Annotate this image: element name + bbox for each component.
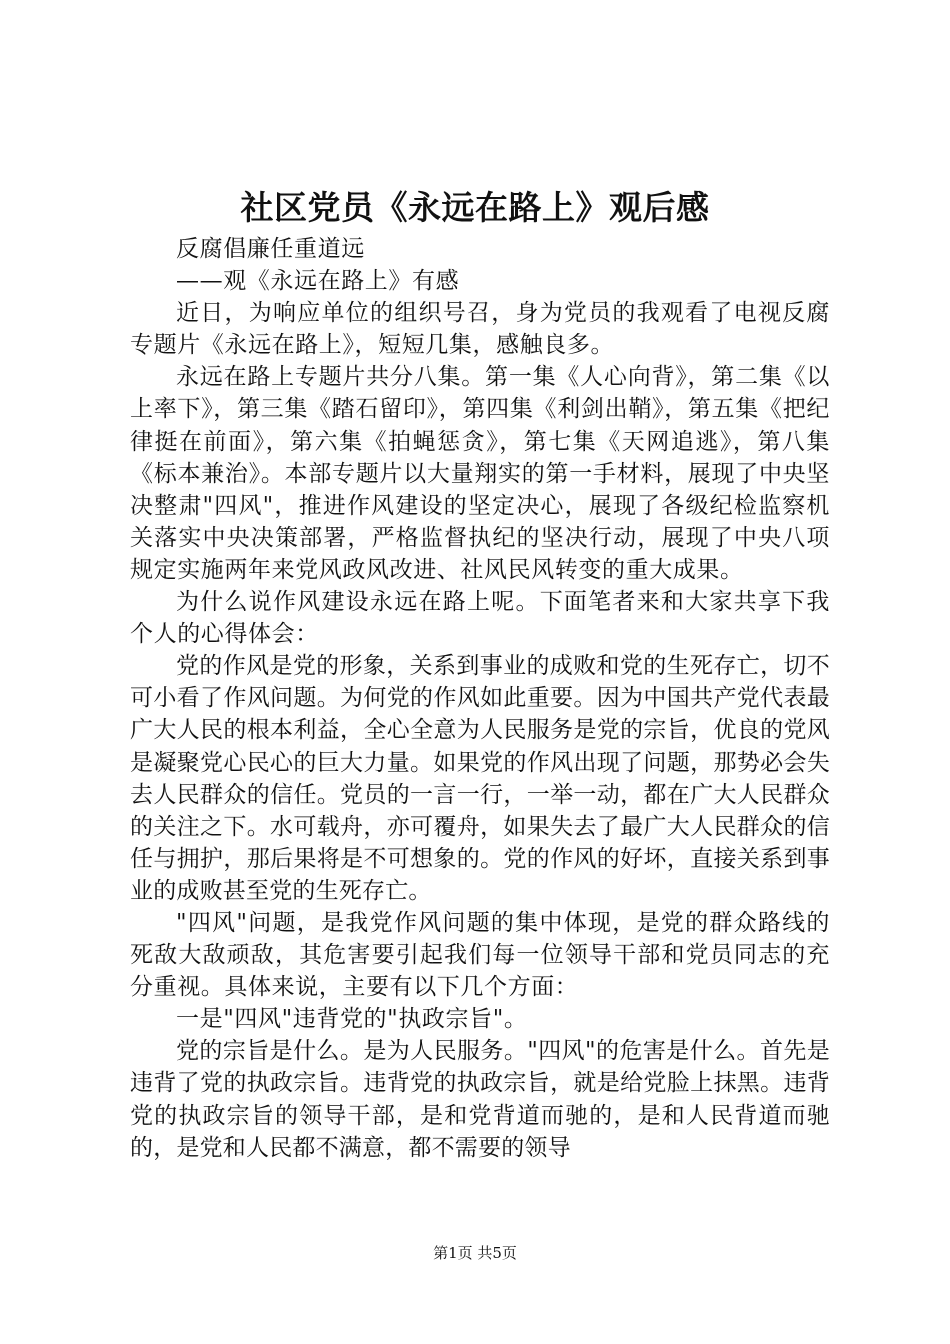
paragraph: 永远在路上专题片共分八集。第一集《人心向背》，第二集《以上率下》，第三集《踏石留印》，第四集《利剑出鞘》，第五集《把纪律挺在前面》，第六集《拍蝇惩贪》，第七集《天网追逃》，第八集《标本兼治》。本部专题片以大量翔实的第一手材料，展现了中央坚决整肃"四风"，推进作风建设的坚定决心，展现了各级纪检监察机关落实中央决策部署，严格监督执纪的坚决行动，展现了中央八项规定实施两年来党风政风改进、社风民风转变的重大成果。: [130, 364, 830, 583]
page-number-footer: 第1页 共5页: [433, 1244, 517, 1262]
paragraph: 近日，为响应单位的组织号召，身为党员的我观看了电视反腐专题片《永远在路上》，短短几集，感触良多。: [130, 300, 830, 359]
subtitle-line: 反腐倡廉任重道远: [176, 236, 365, 262]
document-title: 社区党员《永远在路上》观后感: [240, 188, 710, 227]
paragraph: 党的作风是党的形象，关系到事业的成败和党的生死存亡，切不可小看了作风问题。为何党的作风如此重要。因为中国共产党代表最广大人民的根本利益，全心全意为人民服务是党的宗旨，优良的党风是凝聚党心民心的巨大力量。如果党的作风出现了问题，那势必会失去人民群众的信任。党员的一言一行，一举一动，都在广大人民群众的关注之下。水可载舟，亦可覆舟，如果失去了最广大人民群众的信任与拥护，那后果将是不可想象的。党的作风的好坏，直接关系到事业的成败甚至党的生死存亡。: [130, 653, 830, 904]
paragraph: "四风"问题，是我党作风问题的集中体现，是党的群众路线的死敌大敌顽敌，其危害要引起我们每一位领导干部和党员同志的充分重视。具体来说，主要有以下几个方面：: [130, 909, 830, 1001]
subtitle-note: ——观《永远在路上》有感: [176, 268, 460, 295]
paragraph: 为什么说作风建设永远在路上呢。下面笔者来和大家共享下我个人的心得体会：: [130, 589, 830, 648]
paragraph: 党的宗旨是什么。是为人民服务。"四风"的危害是什么。首先是违背了党的执政宗旨。违背党的执政宗旨，就是给党脸上抹黑。违背党的执政宗旨的领导干部，是和党背道而驰的，是和人民背道而驰的，是党和人民都不满意，都不需要的领导: [130, 1038, 830, 1161]
document-body: [130, 233, 830, 1164]
paragraph: 一是"四风"违背党的"执政宗旨"。: [176, 1006, 528, 1033]
